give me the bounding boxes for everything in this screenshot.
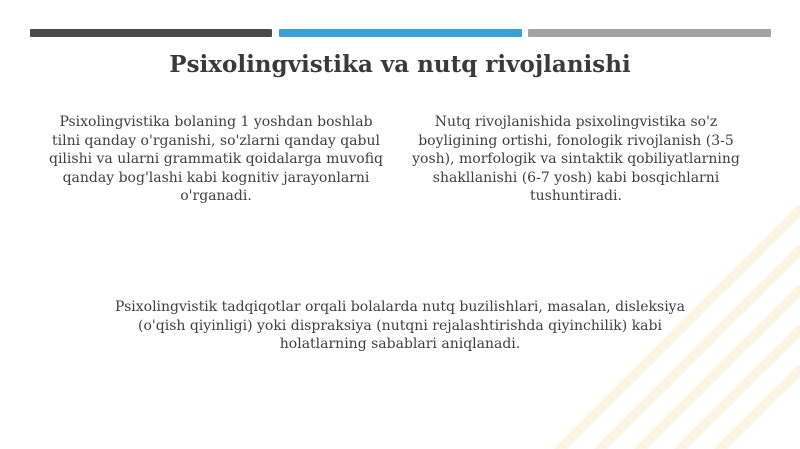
header-bar-gray (528, 29, 771, 37)
bottom-paragraph: Psixolingvistik tadqiqotlar orqali bolalarda nutq buzilishlari, masalan, disleksiya (o'qish qiyinligi) yoki dispraksiya (nutqni rejalashtirishda qiyinchilik) kabi holatlarning sabablari aniqlanadi. (115, 299, 685, 352)
header-bar-dark (30, 29, 272, 37)
slide-title: Psixolingvistika va nutq rivojlanishi (169, 51, 631, 78)
header-bar-blue (279, 29, 522, 37)
right-paragraph: Nutq rivojlanishida psixolingvistika so'z boyligining ortishi, fonologik rivojlanish (3-5 yosh), morfologik va sintaktik qobiliyatlarning shakllanishi (6-7 yosh) kabi bosqichlarni tushuntiradi. (412, 114, 740, 204)
left-paragraph: Psixolingvistika bolaning 1 yoshdan boshlab tilni qanday o'rganishi, so'zlarni qanday qabul qilishi va ularni grammatik qoidalarga muvofiq qanday bog'lashi kabi kognitiv jarayonlarni o'rganadi. (48, 114, 384, 204)
